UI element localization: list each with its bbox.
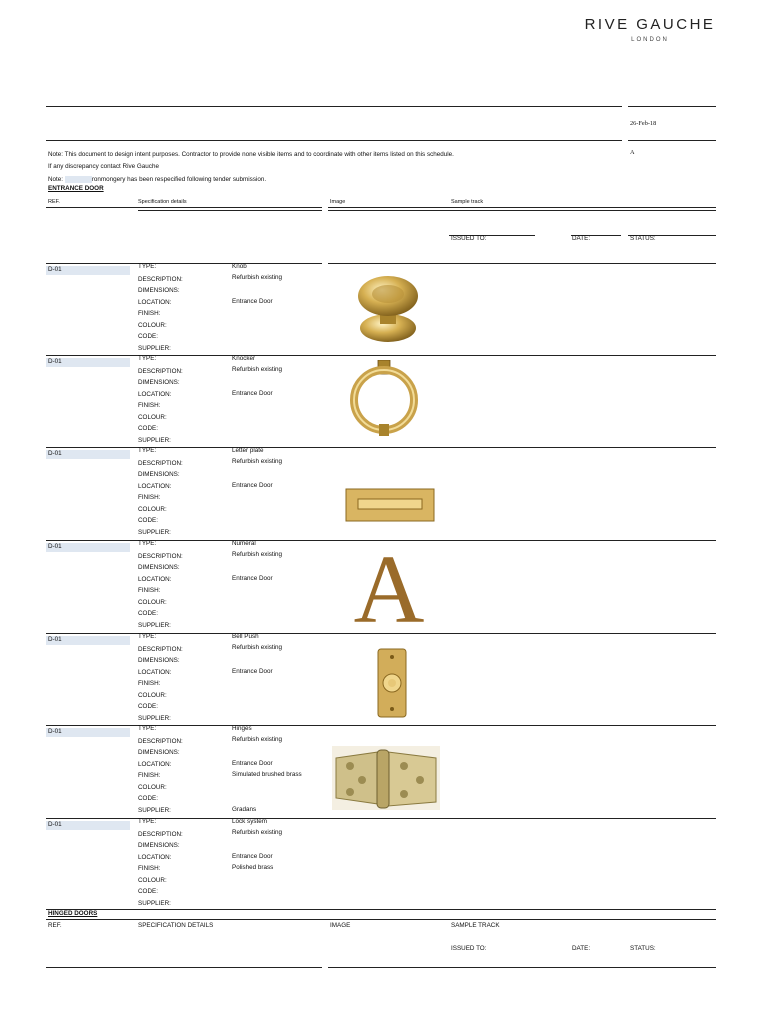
field-label-finish: FINISH: [138, 587, 161, 594]
divider [628, 140, 716, 141]
field-label-dimensions: DIMENSIONS: [138, 842, 180, 849]
divider [328, 207, 716, 208]
note-design-intent: Note: This document to design intent purposes. Contractor to provide none visible items and to coordinate with other items listed on this schedule. [48, 151, 454, 158]
revision-letter: A [630, 149, 635, 156]
row-divider [46, 909, 716, 910]
date-label: DATE: [572, 945, 591, 952]
letter-plate-image [342, 485, 438, 525]
section-title-hinged-doors: HINGED DOORS [48, 910, 98, 917]
field-label-dimensions: DIMENSIONS: [138, 749, 180, 756]
field-label-supplier: SUPPLIER: [138, 437, 171, 444]
field-label-colour: COLOUR: [138, 784, 167, 791]
field-label-location: LOCATION: [138, 299, 172, 306]
col-image: IMAGE [330, 922, 351, 929]
field-value-type: Lock system [232, 818, 267, 825]
field-label-location: LOCATION: [138, 761, 172, 768]
field-value-description: Refurbish existing [232, 366, 283, 373]
document-date: 26-Feb-18 [630, 120, 657, 127]
brand-logo [580, 16, 720, 43]
field-label-supplier: SUPPLIER: [138, 622, 171, 629]
field-label-colour: COLOUR: [138, 692, 167, 699]
field-label-dimensions: DIMENSIONS: [138, 471, 180, 478]
col-spec: Specification details [138, 199, 187, 205]
note-respecified [48, 176, 266, 184]
col-sample: SAMPLE TRACK [451, 922, 500, 929]
brand-city: LONDON [631, 37, 669, 43]
hinge-image [332, 746, 440, 810]
field-label-description: DESCRIPTION: [138, 276, 183, 283]
field-label-finish: FINISH: [138, 865, 161, 872]
field-value-finish: Polished brass [232, 864, 274, 871]
field-value-type: Knob [232, 263, 247, 270]
ref-code: D-01 [48, 450, 62, 457]
field-value-description: Refurbish existing [232, 829, 283, 836]
field-label-supplier: SUPPLIER: [138, 529, 171, 536]
field-label-description: DESCRIPTION: [138, 646, 183, 653]
numeral-glyph: A [353, 548, 425, 628]
field-label-description: DESCRIPTION: [138, 553, 183, 560]
field-label-dimensions: DIMENSIONS: [138, 379, 180, 386]
divider [628, 106, 716, 107]
field-label-type: TYPE: [138, 633, 157, 640]
knocker-image [344, 360, 424, 440]
field-label-supplier: SUPPLIER: [138, 715, 171, 722]
field-label-location: LOCATION: [138, 483, 172, 490]
col-sample: Sample track [451, 199, 484, 205]
field-label-type: TYPE: [138, 818, 157, 825]
divider [46, 919, 716, 920]
field-label-dimensions: DIMENSIONS: [138, 287, 180, 294]
field-value-description: Refurbish existing [232, 644, 283, 651]
field-label-finish: FINISH: [138, 310, 161, 317]
redaction [65, 176, 92, 183]
field-value-finish: Simulated brushed brass [232, 771, 302, 778]
field-value-type: Knocker [232, 355, 256, 362]
issued-to-label: ISSUED TO: [451, 235, 487, 242]
field-label-description: DESCRIPTION: [138, 368, 183, 375]
field-value-location: Entrance Door [232, 853, 273, 860]
brand-name: RIVE GAUCHE [584, 16, 716, 33]
status-label: STATUS: [630, 945, 656, 952]
field-label-colour: COLOUR: [138, 599, 167, 606]
field-label-type: TYPE: [138, 263, 157, 270]
ref-code: D-01 [48, 266, 62, 273]
note-discrepancy: If any discrepancy contact Rive Gauche [48, 163, 159, 170]
field-label-description: DESCRIPTION: [138, 738, 183, 745]
divider [46, 263, 322, 264]
field-value-description: Refurbish existing [232, 551, 283, 558]
divider [46, 207, 322, 208]
divider [46, 106, 622, 107]
issued-to-label: ISSUED TO: [451, 945, 487, 952]
field-label-supplier: SUPPLIER: [138, 900, 171, 907]
field-label-supplier: SUPPLIER: [138, 345, 171, 352]
field-label-supplier: SUPPLIER: [138, 807, 171, 814]
field-value-description: Refurbish existing [232, 274, 283, 281]
field-label-location: LOCATION: [138, 391, 172, 398]
field-label-colour: COLOUR: [138, 506, 167, 513]
field-label-dimensions: DIMENSIONS: [138, 657, 180, 664]
ref-code: D-01 [48, 636, 62, 643]
numeral-image [344, 548, 434, 628]
field-label-type: TYPE: [138, 725, 157, 732]
field-label-code: CODE: [138, 703, 158, 710]
divider [46, 140, 622, 141]
field-label-code: CODE: [138, 517, 158, 524]
field-label-description: DESCRIPTION: [138, 831, 183, 838]
ref-code: D-01 [48, 358, 62, 365]
field-label-finish: FINISH: [138, 680, 161, 687]
field-label-dimensions: DIMENSIONS: [138, 564, 180, 571]
field-value-type: Bell Push [232, 633, 259, 640]
note-prefix: Note: [48, 176, 64, 184]
field-label-code: CODE: [138, 888, 158, 895]
col-image: Image [330, 199, 346, 205]
field-label-finish: FINISH: [138, 402, 161, 409]
field-value-location: Entrance Door [232, 575, 273, 582]
col-ref: REF. [48, 199, 60, 205]
section-title-entrance-door: ENTRANCE DOOR [48, 185, 104, 192]
field-label-code: CODE: [138, 333, 158, 340]
field-label-colour: COLOUR: [138, 322, 167, 329]
field-label-finish: FINISH: [138, 494, 161, 501]
field-value-location: Entrance Door [232, 482, 273, 489]
field-value-location: Entrance Door [232, 390, 273, 397]
field-label-location: LOCATION: [138, 669, 172, 676]
divider [46, 967, 322, 968]
divider [328, 967, 716, 968]
field-value-location: Entrance Door [232, 760, 273, 767]
field-label-type: TYPE: [138, 355, 157, 362]
field-value-location: Entrance Door [232, 668, 273, 675]
divider [138, 210, 322, 211]
field-value-location: Entrance Door [232, 298, 273, 305]
field-value-supplier: Gradans [232, 806, 257, 813]
field-label-finish: FINISH: [138, 772, 161, 779]
field-value-type: Letter plate [232, 447, 264, 454]
knob-image [348, 270, 428, 350]
ref-code: D-01 [48, 543, 62, 550]
col-spec: SPECIFICATION DETAILS [138, 922, 214, 929]
ref-code: D-01 [48, 728, 62, 735]
field-label-type: TYPE: [138, 447, 157, 454]
status-label: STATUS: [630, 235, 656, 242]
divider [328, 263, 716, 264]
field-label-description: DESCRIPTION: [138, 460, 183, 467]
divider [328, 210, 716, 211]
note-suffix: ronmongery has been respecified following tender submission. [91, 176, 267, 184]
field-value-description: Refurbish existing [232, 736, 283, 743]
field-label-code: CODE: [138, 425, 158, 432]
col-ref: REF. [48, 922, 62, 929]
ref-code: D-01 [48, 821, 62, 828]
bell-push-image [372, 647, 412, 719]
field-value-type: Hinges [232, 725, 252, 732]
field-label-type: TYPE: [138, 540, 157, 547]
field-label-location: LOCATION: [138, 854, 172, 861]
field-label-colour: COLOUR: [138, 414, 167, 421]
field-value-type: Numeral [232, 540, 256, 547]
field-value-description: Refurbish existing [232, 458, 283, 465]
field-label-colour: COLOUR: [138, 877, 167, 884]
field-label-location: LOCATION: [138, 576, 172, 583]
date-label: DATE: [572, 235, 591, 242]
field-label-code: CODE: [138, 795, 158, 802]
field-label-code: CODE: [138, 610, 158, 617]
